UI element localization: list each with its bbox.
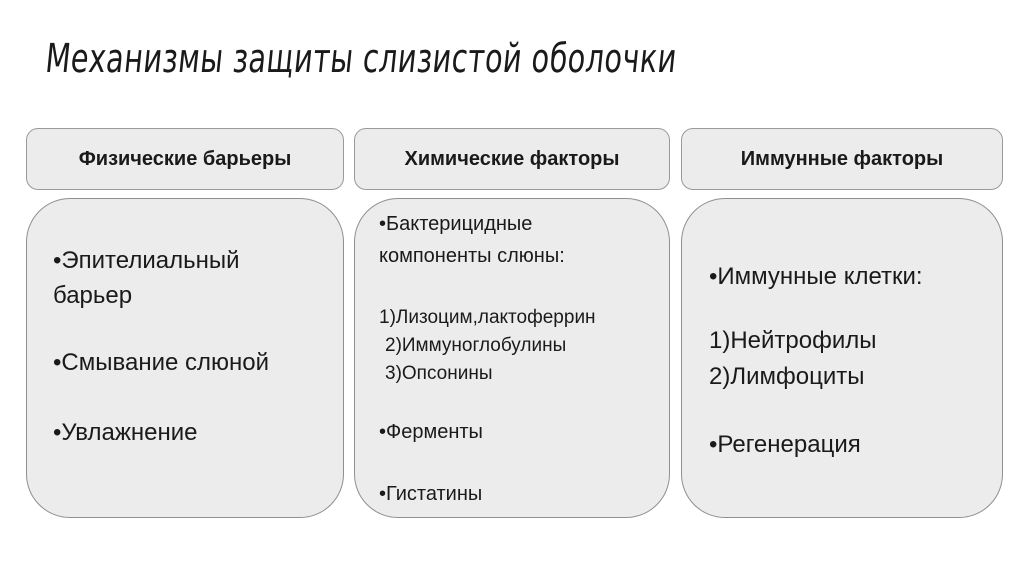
list-item: •Регенерация [709,431,861,458]
list-item: •Смывание слюной [53,349,269,376]
list-item: 1)Лизоцим,лактоферрин [379,307,596,328]
immune-factors-box [681,198,1003,518]
header-physical-barriers [26,128,344,190]
list-item: •Бактерицидные [379,213,533,235]
list-item: •Гистатины [379,483,483,505]
list-item: компоненты слюны: [379,245,565,267]
header-chemical-factors [354,128,670,190]
physical-barriers-box [26,198,344,518]
chemical-factors-box [354,198,670,518]
header-label: Физические барьеры [78,147,292,170]
list-item: •Эпителиальный [53,247,240,274]
list-item: •Увлажнение [53,419,198,446]
header-label: Химические факторы [404,147,620,170]
list-item: •Ферменты [379,421,483,443]
list-item: 3)Опсонины [385,363,493,384]
slide-title: Механизмы защиты слизистой оболочки [43,36,680,82]
list-item: 1)Нейтрофилы [709,327,877,354]
header-immune-factors [681,128,1003,190]
list-item: 2)Лимфоциты [709,363,865,390]
list-item: •Иммунные клетки: [709,263,923,290]
header-label: Иммунные факторы [740,147,944,170]
list-item: барьер [53,282,133,309]
list-item: 2)Иммуноглобулины [385,335,567,356]
